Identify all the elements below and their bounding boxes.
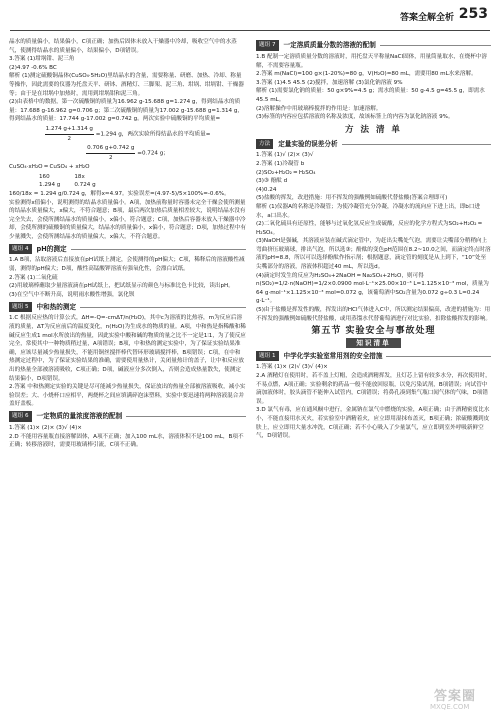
answer-paragraph: 3.D 氯气有毒，应在通风橱中进行，金属钠在氯气中燃烧的实验，A项正确；由于酒精密度比水小，不能直接用水灭火，若实验室中酒精着火，应立即用湿抹布盖灭，B项正确；浓硫酸溅到皮肤上，应立即用大量水冲洗，C项正确；若不小心吸入了少量氯气，应立即到室外呼吸新鲜空气，D项错误。: [256, 407, 490, 440]
fraction: $\frac{0.706 g+0.742 g}{2}$: [87, 145, 135, 161]
answer-line: (3)在空气中不断升高，说明雨水酸性增强，氯化钡: [9, 291, 135, 298]
page-header: [0, 0, 500, 34]
topic-heading-6: [9, 411, 246, 422]
answer-line: 1.答案 (1)× (2)× (3)√ (4)×: [9, 424, 82, 431]
topic-tag: 方法: [256, 139, 273, 150]
header-title: 答案全解全析: [399, 13, 454, 23]
topic-tag: 题组 7: [256, 40, 279, 51]
answer-paragraph: 1.C 根据反应热的计算公式，ΔH=-Q=-cmΔT/n(H₂O)，其中c为溶液的比热容，m为反应后溶液的质量，ΔT为反应前后的温度变化，n(H₂O)为生成水的物质的量。A项，中和热是指稀酸和稀碱反应生成1 mol水所放出的热量，因此实验中酸和碱的物质的量之比不一定是1∶1，为了使反应完全，常使其中一种物质稍过量，A项错误；B项，中和热的测定实验中，为了保证实验结果准确，应该尽量减少热量损失，不能用铜丝搅拌棒代替环形玻璃搅拌棒，B项错误；C项，在中和热测定过程中，为了保证实验结果的准确，需要使用量热计，关闭量热计的盖子，让中和反应放出的热量全部被溶液吸收，C项正确；D项，碱液应分多次倒入，否则会造成热量散失，使测定结果偏小，D项错误。: [9, 315, 246, 382]
explanation: (4)滴定时发生的反应为H₂SO₄+2NaOH ═ Na₂SO₄+2H₂O，则可得n(SO₂)=1/2·n(NaOH)=1/2×0.0900 mol·L⁻¹×25.00×10⁻³ L=1.125×10⁻³ mol，质量为64 g·mol⁻¹×1.125×10⁻³ mol=0.072 g，该葡萄酒中SO₂含量为0.072 g÷0.3 L=0.24 g·L⁻¹。: [256, 272, 489, 305]
divider: [80, 307, 246, 308]
average-mass-formula: $\frac{1.274 g+1.314 g}{2}$ =1.294 g，两次实验所得结晶水的平均质量=: [45, 125, 211, 142]
topic-tag: 题组 4: [9, 244, 32, 255]
header-rule: [10, 30, 490, 31]
explanation: 解析 (1)仪器A的名称是冷凝管；为使冷凝管充分冷凝，冷凝水的流向应下进上出，即b口进水，a口出水。: [256, 203, 481, 219]
fraction: $\frac{1.274 g+1.314 g}{2}$: [45, 125, 93, 142]
chemical-equation: CuSO₄·xH₂O ═ CuSO₄ + xH₂O: [9, 164, 90, 171]
topic-title: pH的测定: [36, 244, 67, 253]
topic-title: 一定物质的量浓度溶液的配制: [36, 412, 123, 421]
answer-line: 2.答案 (1)二氧化硫: [9, 274, 58, 281]
explanation: (2)溶解操作中用玻璃棒搅拌的作用是：加速溶解。: [256, 105, 382, 112]
topic-title: 定量实验的误差分析: [278, 139, 338, 148]
average-water-formula: $\frac{0.706 g+0.742 g}{2}$ =0.724 g；: [87, 145, 169, 161]
topic-heading-5: [9, 301, 246, 312]
answer-line: 1.答案 (1)√ (2)× (3)√: [256, 152, 314, 159]
divider: [380, 45, 491, 46]
topic-tag: 题组 1: [256, 351, 279, 362]
answer-line: (5)盐酸的挥发，改进措施：用不挥发的强酸例如硫酸代替盐酸(答案合理即可): [256, 195, 448, 202]
topic-title: 中和热的测定: [36, 302, 77, 311]
knowledge-list-banner: 知识清单: [256, 338, 491, 349]
topic-title: 中学化学实验室常用剂的安全措施: [283, 351, 383, 360]
answer-line: 1.答案 (1)× (2)√ (3)√ (4)×: [256, 364, 328, 371]
answer-paragraph: 1.A B项，沾取溶液后直接放在pH试纸上测定，会使测得的pH偏大；C项，稀释后的溶液酸性减弱，测得的pH偏大；D项，酸性高锰酸钾溶液有强氧化性，会漂白试纸。: [9, 257, 245, 273]
divider: [126, 416, 246, 417]
answer-paragraph: 1.B 配制一定溶质质量分数的溶液时，用托盘天平称量NaCl固体，用量筒量取水，在烧杯中溶解，不需要容量瓶。: [256, 54, 487, 69]
topic-heading-7: [256, 40, 491, 51]
watermark-logo: 答案圈 MXQE.COM: [430, 689, 477, 711]
answer-line: (3)③ 酚酞 d: [256, 178, 288, 185]
answer-line: (2)用玻璃棒蘸取少量溶液滴在pH试纸上，把试纸显示的颜色与标准比色卡比较，读出pH。: [9, 283, 234, 290]
paragraph: 晶水的质量偏小，结果偏小，C项正确；加热后固体未放入干燥器中冷却，吸收空气中的水蒸气，使测得结晶水的质量偏小，结果偏小，D项错误。: [9, 39, 237, 54]
answer-line: (2)SO₂+H₂O₂ ═ H₂SO₄: [256, 169, 316, 176]
answer-paragraph: 2.答案 中和热测定实验的关键是尽可能减少热量损失，保证放出的热量全部被溶液吸收，减小实验误差；大、小烧杯口应相平，两烧杯之间应填满碎泡沫塑料，实验中要迅速将两种溶液混合并盖好盖板。: [9, 384, 246, 408]
answer-paragraph: 2.A 酒精灯在使用时，若不盖上灯帽，会造成酒精挥发，且灯芯上留有较多水分，再次使用时，不易点燃，A项正确；实验剩余的药品一般不能放回原瓶，以免污染试剂，B项错误；向试管中滴加液体时，胶头滴管不能伸入试管内，C项错误；将鼻孔凑到集气瓶口闻气体的气味，D项错误。: [256, 373, 491, 405]
answer-line: (2)4.97 -0.6% BC: [9, 64, 57, 71]
answer-line: 2.答案 (1)冷凝管 b: [256, 160, 305, 167]
right-column: [256, 38, 491, 441]
topic-title: 一定溶质质量分数的溶液的配制: [283, 41, 376, 50]
topic-heading-4: [9, 243, 246, 254]
explanation: (3)NaOH是强碱，其溶液应装在碱式滴定管中，为赶出尖嘴处气泡，需要让尖嘴部分稍稍向上弯曲挤压玻璃球，排出气泡，所以选③；酚酞的变色pH范围在8.2~10.0之间，而滴定终点时溶液的pH=8.8，所以可以选择酚酞作指示剂；根据题意，滴定管的刻度是从上到下，“10”处至尖嘴部分的溶液，溶液体积超过40 mL，所以选d。: [256, 238, 491, 271]
answer-line: 3.答案 (1)坩埚钳、泥三角: [9, 56, 75, 63]
explanation: (3)标签的内容应包括溶液的名称及浓度，故该标签上的内容为氯化钠溶液 9%。: [256, 114, 454, 121]
method-list-title: 方 法 清 单: [345, 124, 402, 135]
stoichiometry-table: 160 18x 1.294 g 0.724 g: [39, 173, 96, 188]
left-column: [9, 38, 246, 450]
method-heading: [256, 138, 491, 149]
divider: [386, 356, 491, 357]
answer-line: 3.答案 (1)4.5 45.5 (2)搅拌，加速溶解 (3)氯化钠溶液 9%: [256, 79, 403, 86]
explanation: 解析 (1)需要氯化钠的质量：50 g×9%=4.5 g；需水的质量：50 g-4.5 g=45.5 g，即需水45.5 mL。: [256, 88, 485, 103]
page-number: 253: [458, 6, 488, 22]
answer-paragraph: 2.D 不能用容量瓶直接溶解固体，A项不正确；加入100 mL水，溶液体积不是100 mL，B项不正确；转移溶液时，需要用玻璃棒引流，C项不正确。: [9, 433, 244, 449]
topic-heading-1: [256, 350, 491, 361]
explanation: 解析 (1)测定硫酸铜晶体(CuSO₄·5H₂O)里结晶水的含量，需要称量、研磨、加热、冷却、称量等操作，因此需要的仪器为托盘天平、研钵、酒精灯、三脚架、泥三角、坩埚、坩埚钳、干燥器等；由于是在坩埚中加热时，需用到坩埚钳和泥三角。: [9, 73, 244, 97]
answer-paragraph: 2.答案 m(NaCl)=100 g×(1-20%)=80 g，V(H₂O)=80 mL，需要用80 mL水来溶解。: [256, 71, 477, 78]
topic-tag: 题组 6: [9, 411, 32, 422]
topic-tag: 题组 5: [9, 302, 32, 313]
divider: [71, 249, 246, 250]
explanation: 实验测得x值偏小，说明测得的结晶水质量偏小。A项，加热前称量时容器未完全干燥会使所测量的结晶水质量偏大，x偏大，不符合题意；B项，最后两次加热后质量相差较大，说明结晶水没有完全失去，会使所测结晶水的质量偏小，x偏小，符合题意；C项，加热后容器未放入干燥器中冷却，会使所测的硫酸铜的质量偏大，结晶水的质量偏小，x偏小，符合题意；D项，加热过程中有少量溅失，会使所测结晶水的质量偏大，x偏大，不符合题意。: [9, 199, 246, 240]
explanation: (2)由表格中的数据，第一次硫酸铜的质量为16.962 g-15.688 g=1.274 g，得到结晶水的质量：17.688 g-16.962 g=0.706 g；第二次硫酸铜的质量为17.002 g-15.688 g=1.314 g，得到结晶水的质量：17.744 g-17.002 g=0.742 g。两次实验中硫酸铜的平均质量=: [9, 99, 244, 123]
divider: [342, 144, 491, 145]
explanation: (2)二氧化硫具有还原性，能够与过氧化氢反应生成硫酸，反应的化学方程式为SO₂+H₂O₂ ═ H₂SO₄。: [256, 221, 482, 236]
section-title: 第五节 实验安全与事故处理: [311, 326, 436, 337]
explanation: (5)由于盐酸是挥发性的酸，挥发出的HCl气体进入C中，所以测定结果偏高，改进的措施为：用不挥发的强酸例如硫酸代替盐酸，或用蒸馏水代替葡萄酒进行对比实验，扣除盐酸挥发的影响。: [256, 307, 491, 322]
answer-line: (4)0.24: [256, 186, 277, 193]
ratio-formula: 160/18x = 1.294 g/0.724 g，解得x≈4.97。实验误差=(4.97-5)/5×100%=-0.6%。: [9, 190, 230, 197]
